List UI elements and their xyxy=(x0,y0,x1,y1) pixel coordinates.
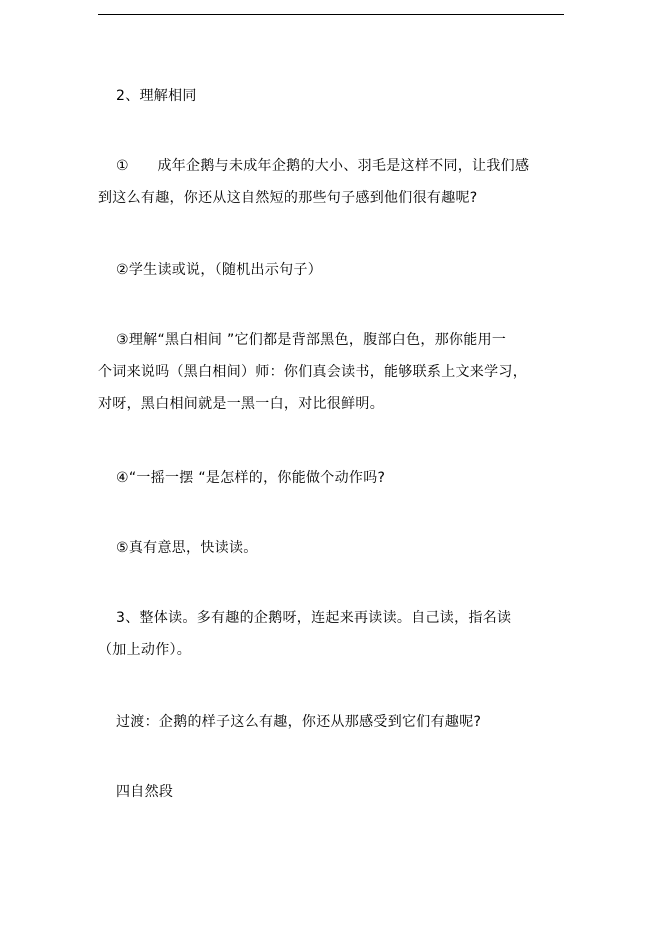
paragraph-whole-read xyxy=(98,602,568,666)
text-line: 个词来说吗（黑白相间）师：你们真会读书，能够联系上文来学习， xyxy=(98,364,527,380)
paragraph-size-feather xyxy=(98,150,568,214)
paragraph-understand-same xyxy=(98,80,568,112)
text-line: ④“一摇一摆 “是怎样的，你能做个动作吗? xyxy=(116,470,386,486)
text-line: 到这么有趣，你还从这自然短的那些句子感到他们很有趣呢? xyxy=(98,190,478,206)
paragraph-interesting xyxy=(98,532,568,564)
paragraph-section-four xyxy=(98,776,568,808)
paragraph-transition xyxy=(98,706,568,738)
text-line: ① 成年企鹅与未成年企鹅的大小、羽毛是这样不同，让我们感 xyxy=(116,158,530,174)
text-line: 对呀，黑白相间就是一黑一白，对比很鲜明。 xyxy=(98,396,384,412)
text-line: 3、整体读。多有趣的企鹅呀，连起来再读读。自己读，指名读 xyxy=(116,610,512,626)
text-line: ②学生读或说，（随机出示句子） xyxy=(116,262,323,278)
text-line: ③理解“黑白相间 ”它们都是背部黑色，腹部白色，那你能用一 xyxy=(116,332,507,348)
paragraph-black-white xyxy=(98,324,568,420)
text-line: ⑤真有意思，快读读。 xyxy=(116,540,258,556)
text-line: 2、理解相同 xyxy=(116,88,197,104)
paragraph-student-read xyxy=(98,254,568,286)
header-rule xyxy=(98,14,564,15)
text-line: （加上动作）。 xyxy=(98,642,192,658)
text-line: 四自然段 xyxy=(116,784,174,800)
paragraph-sway xyxy=(98,462,568,494)
text-line: 过渡：企鹅的样子这么有趣，你还从那感受到它们有趣呢? xyxy=(116,714,482,730)
